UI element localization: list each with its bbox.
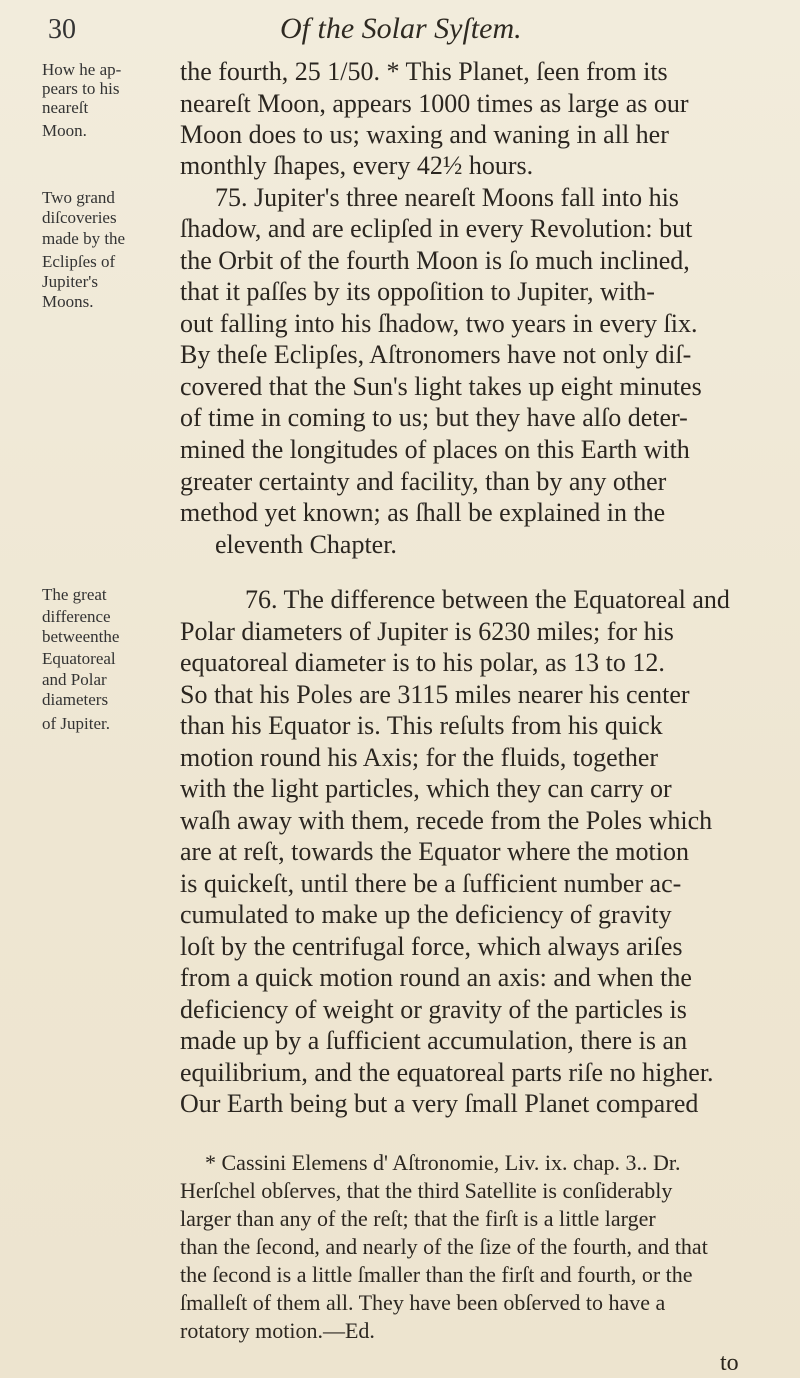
text-line: loſt by the centrifugal force, which always ariſes — [180, 932, 683, 961]
text-line: neareſt Moon, appears 1000 times as large as our — [180, 89, 689, 118]
margin-note: diameters — [42, 690, 109, 709]
text-line: equilibrium, and the equatoreal parts riſe no higher. — [180, 1058, 714, 1087]
text-line: the Orbit of the fourth Moon is ſo much inclined, — [180, 246, 690, 275]
text-line: from a quick motion round an axis: and when the — [180, 963, 692, 992]
text-line: equatoreal diameter is to his polar, as 13 to 12. — [180, 648, 665, 677]
text-line: is quickeſt, until there be a ſufficient number ac- — [180, 869, 682, 898]
footnote-line: * Cassini Elemens d' Aſtronomie, Liv. ix. chap. 3.. Dr. — [205, 1150, 681, 1175]
margin-note: made by the — [42, 229, 126, 248]
margin-note: The great — [42, 585, 107, 604]
margin-note: Moons. — [42, 292, 94, 311]
margin-note: Moon. — [42, 121, 87, 140]
footnote-line: the ſecond is a little ſmaller than the firſt and fourth, or the — [180, 1262, 693, 1287]
margin-note: neareſt — [42, 98, 89, 117]
text-line: eleventh Chapter. — [215, 530, 397, 559]
text-line: 75. Jupiter's three neareſt Moons fall into his — [215, 183, 679, 212]
text-line: waſh away with them, recede from the Poles which — [180, 806, 713, 835]
text-line: Polar diameters of Jupiter is 6230 miles; for his — [180, 617, 674, 646]
text-line: ſhadow, and are eclipſed in every Revolution: but — [180, 214, 693, 243]
margin-note: diſcoveries — [42, 208, 117, 227]
margin-note: pears to his — [42, 79, 120, 98]
text-line: Moon does to us; waxing and waning in all her — [180, 120, 669, 149]
footnote-line: than the ſecond, and nearly of the ſize of the fourth, and that — [180, 1234, 708, 1259]
text-line: monthly ſhapes, every 42½ hours. — [180, 151, 534, 180]
running-title: Of the Solar Syſtem. — [280, 12, 522, 45]
text-line: 76. The difference between the Equatoreal and — [245, 585, 730, 614]
margin-note: Jupiter's — [42, 272, 98, 291]
footnote-line: Herſchel obſerves, that the third Satellite is conſiderably — [180, 1178, 673, 1203]
footnote-line: rotatory motion.—Ed. — [180, 1318, 375, 1343]
margin-note: and Polar — [42, 670, 107, 689]
text-line: the fourth, 25 1/50. * This Planet, ſeen from its — [180, 57, 668, 86]
text-line: covered that the Sun's light takes up eight minutes — [180, 372, 702, 401]
text-line: made up by a ſufficient accumulation, there is an — [180, 1026, 688, 1055]
text-line: of time in coming to us; but they have alſo deter- — [180, 403, 688, 432]
margin-note: How he ap- — [42, 60, 122, 79]
margin-note: Eclipſes of — [42, 252, 116, 271]
page-number: 30 — [48, 14, 76, 45]
margin-note: of Jupiter. — [42, 714, 110, 733]
text-line: greater certainty and facility, than by any other — [180, 467, 667, 496]
text-line: with the light particles, which they can carry or — [180, 774, 672, 803]
margin-note: Equatoreal — [42, 649, 116, 668]
text-line: cumulated to make up the deficiency of gravity — [180, 900, 672, 929]
text-line: deficiency of weight or gravity of the particles is — [180, 995, 687, 1024]
margin-note: betweenthe — [42, 627, 120, 646]
text-line: motion round his Axis; for the fluids, together — [180, 743, 659, 772]
footnote-line: ſmalleſt of them all. They have been obſerved to have a — [180, 1290, 666, 1315]
footnote-line: larger than any of the reſt; that the firſt is a little larger — [180, 1206, 656, 1231]
text-line: By theſe Eclipſes, Aſtronomers have not only diſ- — [180, 340, 692, 369]
text-line: method yet known; as ſhall be explained in the — [180, 498, 666, 527]
text-line: out falling into his ſhadow, two years in every ſix. — [180, 309, 698, 338]
text-line: than his Equator is. This reſults from his quick — [180, 711, 663, 740]
margin-note: difference — [42, 607, 111, 626]
text-line: mined the longitudes of places on this Earth with — [180, 435, 690, 464]
text-line: Our Earth being but a very ſmall Planet compared — [180, 1089, 699, 1118]
page-header — [0, 8, 800, 48]
catchword: to — [720, 1350, 739, 1376]
text-line: are at reſt, towards the Equator where the motion — [180, 837, 689, 866]
text-line: that it paſſes by its oppoſition to Jupiter, with- — [180, 277, 655, 306]
margin-note: Two grand — [42, 188, 115, 207]
text-line: So that his Poles are 3115 miles nearer his center — [180, 680, 690, 709]
